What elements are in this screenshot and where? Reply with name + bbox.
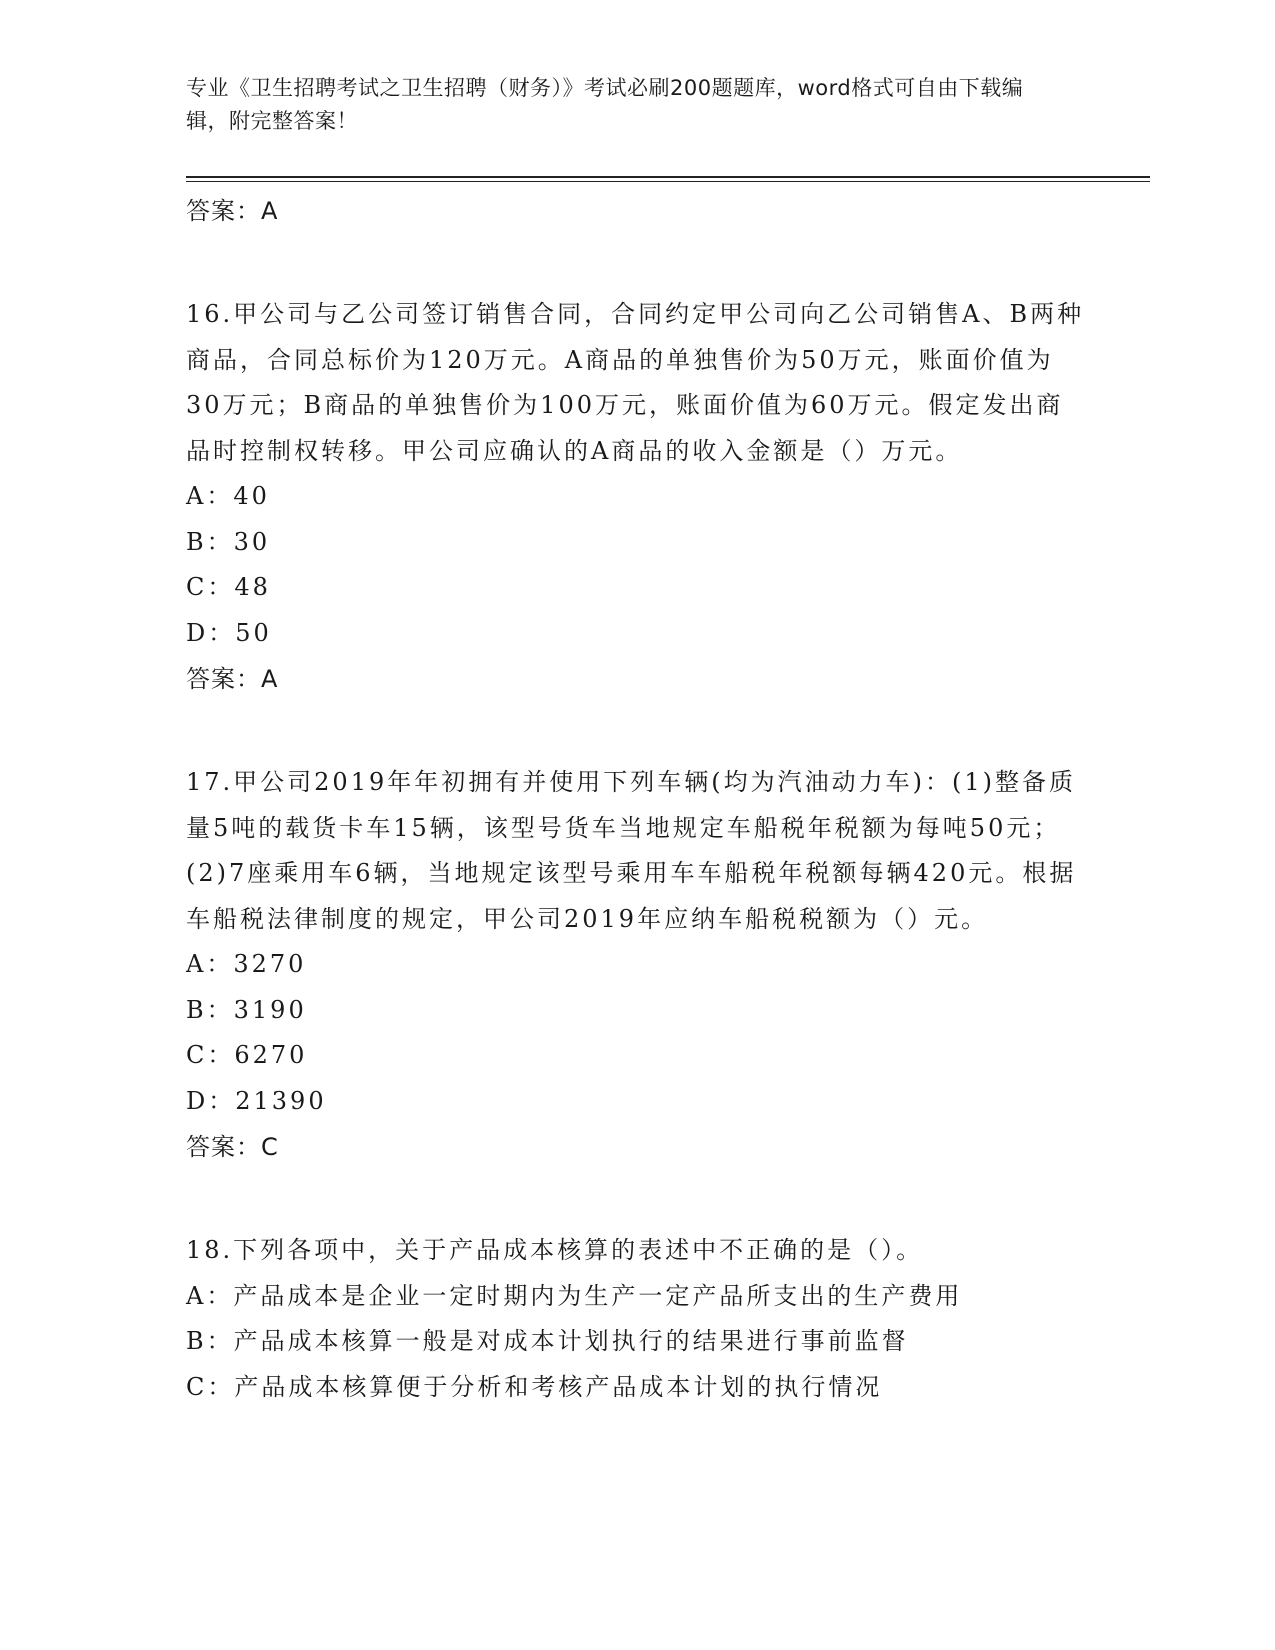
question-17 <box>186 760 1086 1170</box>
option-d: D：21390 <box>186 1086 327 1115</box>
spacer <box>186 702 1086 760</box>
question-18 <box>186 1228 1086 1410</box>
question-stem: 18.下列各项中，关于产品成本核算的表述中不正确的是（）。 <box>186 1236 924 1264</box>
option-b: B：产品成本核算一般是对成本计划执行的结果进行事前监督 <box>186 1327 909 1355</box>
option-b: B：30 <box>186 527 271 556</box>
option-d: D：50 <box>186 618 272 647</box>
header-rule-thick <box>186 176 1150 178</box>
option-b: B：3190 <box>186 995 307 1024</box>
option-c: C：48 <box>186 573 271 601</box>
spacer <box>186 234 1086 292</box>
header-rule-thin <box>186 181 1150 182</box>
option-c: C：产品成本核算便于分析和考核产品成本计划的执行情况 <box>186 1372 883 1401</box>
option-c: C：6270 <box>186 1041 308 1069</box>
option-a: A：3270 <box>186 950 307 978</box>
question-stem: 16.甲公司与乙公司签订销售合同，合同约定甲公司向乙公司销售A、B两种商品，合同总标价为120万元。A商品的单独售价为50万元，账面价值为30万元；B商品的单独售价为100万元，账面价值为60万元。假定发出商品时控制权转移。甲公司应确认的A商品的收入金额是（）万元。 <box>186 300 1085 465</box>
spacer <box>186 1170 1086 1228</box>
option-a: A：40 <box>186 482 270 510</box>
document-body <box>186 188 1086 1410</box>
page-header: 专业《卫生招聘考试之卫生招聘（财务）》考试必刷200题题库，word格式可自由下载编辑，附完整答案！ <box>186 76 1024 133</box>
question-answer: 答案：A <box>186 665 279 693</box>
option-a: A：产品成本是企业一定时期内为生产一定产品所支出的生产费用 <box>186 1281 963 1310</box>
question-stem: 17.甲公司2019年年初拥有并使用下列车辆(均为汽油动力车)：(1)整备质量5吨的载货卡车15辆，该型号货车当地规定车船税年税额为每吨50元；(2)7座乘用车6辆，当地规定该型号乘用车车船税年税额每辆420元。根据车船税法律制度的规定，甲公司2019年应纳车船税税额为（）元。 <box>186 768 1077 933</box>
question-answer: 答案：C <box>186 1133 279 1161</box>
question-16 <box>186 292 1086 702</box>
answer-previous: 答案：A <box>186 197 279 225</box>
